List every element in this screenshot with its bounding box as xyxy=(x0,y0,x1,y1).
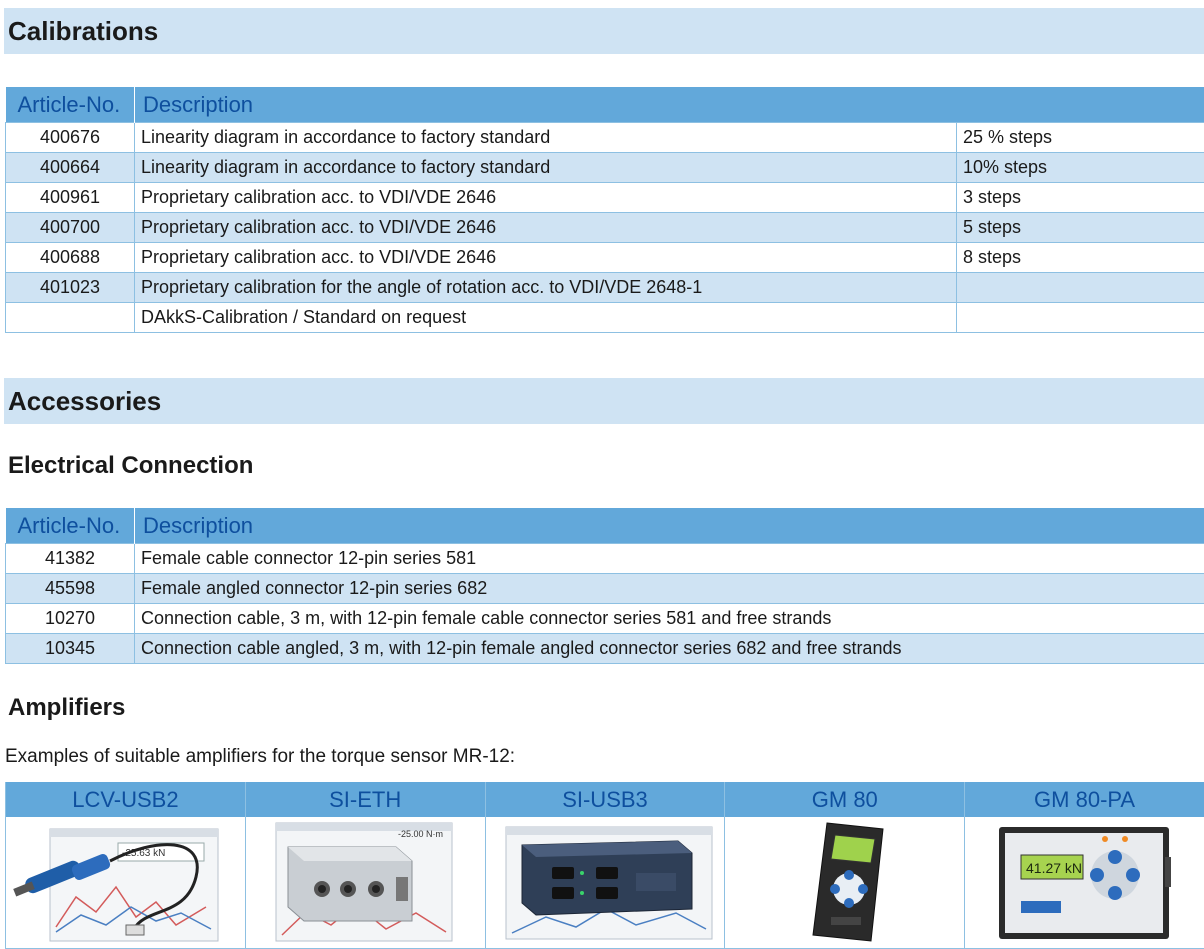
article-number: 10345 xyxy=(6,634,135,664)
article-number: 400676 xyxy=(6,123,135,153)
steps-cell: 5 steps xyxy=(957,213,1204,243)
article-number: 401023 xyxy=(6,273,135,303)
amplifier-card xyxy=(246,782,486,949)
steps-cell: 10% steps xyxy=(957,153,1204,183)
amplifiers-intro: Examples of suitable amplifiers for the torque sensor MR-12: xyxy=(5,746,516,767)
description-cell: Proprietary calibration acc. to VDI/VDE 2646 xyxy=(135,243,957,273)
si-usb3-product-icon xyxy=(486,817,724,948)
article-number: 45598 xyxy=(6,574,135,604)
description-cell: Linearity diagram in accordance to factory standard xyxy=(135,153,957,183)
amplifier-name: GM 80-PA xyxy=(965,782,1204,817)
amplifier-card xyxy=(725,782,965,949)
description-cell: DAkkS-Calibration / Standard on request xyxy=(135,303,957,333)
column-header-description: Description xyxy=(135,508,1204,544)
table-header-row xyxy=(6,87,1204,123)
steps-cell: 8 steps xyxy=(957,243,1204,273)
column-header-article: Article-No. xyxy=(6,508,135,544)
amplifier-name: SI-ETH xyxy=(246,782,485,817)
table-row xyxy=(6,183,1204,213)
table-row xyxy=(6,123,1204,153)
steps-cell xyxy=(957,303,1204,333)
table-row xyxy=(6,273,1204,303)
amplifier-image xyxy=(486,817,725,948)
svg-text:-25.63 kN: -25.63 kN xyxy=(122,848,166,859)
steps-cell: 25 % steps xyxy=(957,123,1204,153)
calibrations-heading: Calibrations xyxy=(4,8,1204,54)
article-number: 400700 xyxy=(6,213,135,243)
description-cell: Female angled connector 12-pin series 682 xyxy=(135,574,1204,604)
amplifier-image xyxy=(246,817,485,948)
electrical-connection-table xyxy=(5,508,1204,664)
table-row xyxy=(6,213,1204,243)
amplifier-image xyxy=(6,817,245,948)
table-header-row xyxy=(6,508,1204,544)
amplifier-image xyxy=(725,817,964,948)
amplifiers-heading: Amplifiers xyxy=(8,694,126,721)
table-row xyxy=(6,634,1204,664)
table-row xyxy=(6,544,1204,574)
amplifier-name: GM 80 xyxy=(725,782,964,817)
si-eth-product-icon xyxy=(246,817,484,948)
article-number: 41382 xyxy=(6,544,135,574)
amplifier-name: LCV-USB2 xyxy=(6,782,245,817)
lcv-usb2-product-icon xyxy=(6,817,244,948)
table-row xyxy=(6,303,1204,333)
article-number: 400664 xyxy=(6,153,135,183)
table-row xyxy=(6,574,1204,604)
description-cell: Proprietary calibration acc. to VDI/VDE 2646 xyxy=(135,183,957,213)
accessories-heading: Accessories xyxy=(4,378,1204,424)
table-row xyxy=(6,604,1204,634)
svg-text:41.27 kN: 41.27 kN xyxy=(1026,860,1083,876)
amplifier-card xyxy=(6,782,246,949)
steps-cell xyxy=(957,273,1204,303)
article-number: 10270 xyxy=(6,604,135,634)
calibrations-table xyxy=(5,87,1204,333)
table-row xyxy=(6,243,1204,273)
description-cell: Connection cable, 3 m, with 12-pin female cable connector series 581 and free strands xyxy=(135,604,1204,634)
description-cell: Proprietary calibration for the angle of rotation acc. to VDI/VDE 2648-1 xyxy=(135,273,957,303)
electrical-connection-heading: Electrical Connection xyxy=(8,452,254,479)
description-cell: Connection cable angled, 3 m, with 12-pin female angled connector series 682 and free strands xyxy=(135,634,1204,664)
description-cell: Female cable connector 12-pin series 581 xyxy=(135,544,1204,574)
amplifier-card xyxy=(965,782,1204,949)
column-header-article: Article-No. xyxy=(6,87,135,123)
gm-80-pa-product-icon xyxy=(965,817,1203,948)
table-row xyxy=(6,153,1204,183)
description-cell: Linearity diagram in accordance to factory standard xyxy=(135,123,957,153)
article-number: 400961 xyxy=(6,183,135,213)
svg-text:-25.00 N·m: -25.00 N·m xyxy=(397,829,443,839)
steps-cell: 3 steps xyxy=(957,183,1204,213)
amplifier-card xyxy=(486,782,726,949)
article-number xyxy=(6,303,135,333)
column-header-description: Description xyxy=(135,87,1204,123)
amplifiers-grid xyxy=(5,782,1204,949)
amplifier-image xyxy=(965,817,1204,948)
description-cell: Proprietary calibration acc. to VDI/VDE 2646 xyxy=(135,213,957,243)
amplifier-name: SI-USB3 xyxy=(486,782,725,817)
article-number: 400688 xyxy=(6,243,135,273)
gm-80-product-icon xyxy=(725,817,963,948)
